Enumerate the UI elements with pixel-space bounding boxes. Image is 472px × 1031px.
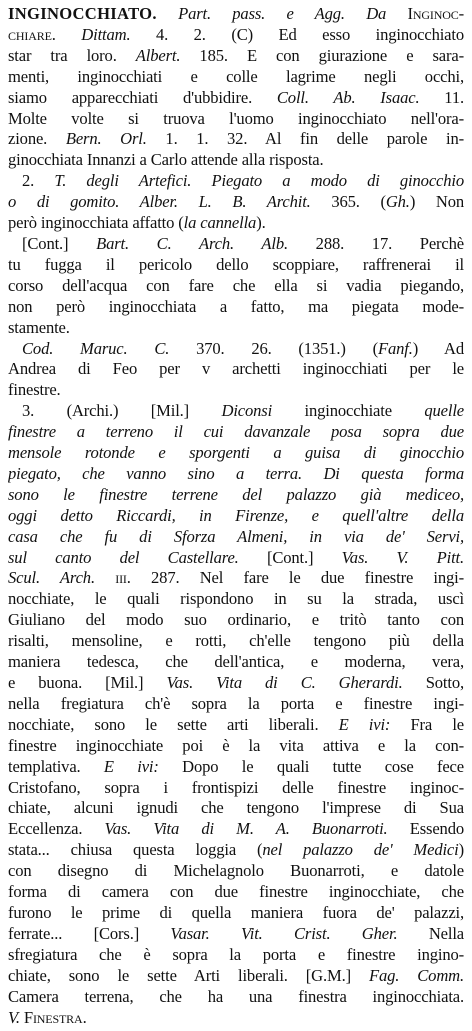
text-run: ) [458, 840, 464, 860]
italic-run: T. degli Artefici. Piegato a modo di ginocchio [54, 171, 464, 191]
text-line [8, 568, 464, 589]
text-line [8, 694, 464, 715]
text-run: Sotto, [402, 673, 464, 692]
text-run: Molte volte si truova l'uomo inginocchiato nell'ora- [8, 108, 464, 128]
text-line [8, 46, 464, 67]
text-line [8, 506, 464, 527]
text-line [8, 109, 464, 130]
italic-run: E ivi: [103, 756, 159, 776]
italic-run: quelle [424, 401, 464, 421]
text-run: Dopo le quali tutte cose fece [158, 756, 464, 776]
italic-run: E ivi: [338, 714, 391, 734]
text-line [8, 171, 464, 192]
text-run: 185. E con giurazione e sara- [180, 45, 464, 65]
text-run: 11. [419, 87, 464, 107]
text-run: ) Non [409, 192, 464, 212]
text-line [8, 589, 464, 610]
text-line [8, 757, 464, 778]
italic-run: Diconsi [221, 401, 273, 421]
text-run: Cristofano, sopra i frontispizi delle finestre inginoc- [8, 777, 464, 797]
text-run: 3. (Archi.) [Mil.] [22, 401, 222, 421]
italic-run: nel palazzo de' Medici [262, 840, 459, 860]
text-line [8, 736, 464, 757]
headword: INGINOCCHIATO. [8, 4, 157, 23]
text-run [157, 4, 178, 23]
text-run [95, 568, 115, 587]
italic-run: la cannella [183, 213, 257, 233]
text-line [8, 234, 464, 255]
small-caps-run: Inginoc- [407, 4, 464, 23]
text-line [8, 903, 464, 924]
text-line [8, 673, 464, 694]
italic-run: o di gomito. Alber. L. B. Archit. [8, 192, 311, 212]
text-run: Eccellenza. [8, 819, 105, 839]
text-line [8, 548, 464, 569]
text-run: Giuliano del modo suo ordinario, e tritò tanto con [8, 610, 464, 630]
text-run: 1. 1. 32. Al fin delle parole in- [146, 129, 464, 149]
text-run [386, 4, 407, 23]
italic-run: casa che fu di Sforza Almeni, in via de' Servi, [8, 526, 464, 546]
text-line [8, 966, 464, 987]
text-line [8, 339, 464, 360]
text-run: con disegno di Michelagnolo Buonarroti, e datole [8, 861, 464, 881]
text-run: e buona. [Mil.] [8, 673, 167, 692]
italic-run: sul canto del Castellare. [8, 547, 239, 567]
italic-run: mensole rotonde e sporgenti a guisa di ginocchio [8, 443, 464, 463]
small-caps-run: Finestra [23, 1007, 83, 1027]
small-caps-run: iii [115, 568, 127, 588]
italic-run: V. [8, 1007, 20, 1027]
text-run: tu fugga il pericolo dello scoppiare, raffrenerai il [8, 254, 464, 274]
text-line [8, 443, 464, 464]
text-line [8, 840, 464, 861]
text-run: Essendo [387, 819, 464, 839]
text-run: finestre. [8, 380, 61, 400]
text-line [8, 297, 464, 318]
text-line [8, 25, 464, 46]
text-line [8, 192, 464, 213]
text-line [8, 150, 464, 171]
text-line [8, 422, 464, 443]
text-run: inginocchiate [272, 401, 425, 421]
text-run: finestre inginocchiate poi è la vita attiva e la con- [8, 735, 464, 755]
text-run: ferrate... [Cors.] [8, 923, 171, 943]
text-line [8, 464, 464, 485]
text-line [8, 88, 464, 109]
text-line [8, 715, 464, 736]
text-line [8, 485, 464, 506]
text-line [8, 819, 464, 840]
italic-run: Vasar. Vit. Crist. Gher. [170, 923, 398, 943]
text-run: furono le prime di quella maniera fuora de' palazzi, [8, 902, 464, 922]
italic-run: Bart. C. Arch. Alb. [96, 233, 288, 253]
text-run: Nella [397, 923, 464, 943]
text-line [8, 987, 464, 1008]
text-line [8, 652, 464, 673]
text-run: 365. ( [310, 192, 386, 212]
text-run: 2. [22, 171, 55, 191]
text-run: [Cont.] [238, 547, 342, 567]
italic-run: Fag. Comm. [368, 965, 464, 985]
text-run: . [82, 1007, 87, 1027]
text-run: stata... chiusa questa loggia ( [8, 840, 263, 860]
small-caps-run: chiare [8, 24, 52, 44]
text-run: [Cont.] [22, 233, 97, 253]
text-run: però inginocchiata affatto ( [8, 213, 184, 233]
italic-run: Scul. Arch. [8, 568, 95, 588]
text-run: corso dell'acqua con fare che ella si vadia piegando, [8, 275, 464, 295]
text-run: 4. 2. (C) Ed esso inginocchiato [130, 24, 464, 44]
text-run: . 287. Nel fare le due finestre ingi- [126, 568, 464, 588]
text-run: nocchiate, le quali rispondono in su la strada, uscì [8, 589, 464, 609]
text-line [8, 4, 464, 25]
text-run: . [51, 24, 82, 44]
text-line [8, 861, 464, 882]
text-run: zione. [8, 129, 66, 149]
text-run: ginocchiata Innanzi a Carlo attende alla risposta. [8, 150, 324, 170]
text-line [8, 610, 464, 631]
text-line [8, 778, 464, 799]
text-line [8, 255, 464, 276]
text-run: non però inginocchiata a fatto, ma piegata mode- [8, 296, 464, 316]
italic-run: Albert. [135, 45, 181, 65]
text-run: nocchiate, sono le sette arti liberali. [8, 714, 339, 734]
text-run: nella fregiatura ch'è sopra la porta e finestre ingi- [8, 693, 464, 713]
italic-run: finestre a terreno il cui davanzale posa sopra due [8, 422, 464, 442]
text-run: siamo apparecchiati d'ubbidire. [8, 87, 277, 107]
italic-run: sono le finestre terrene del palazzo già mediceo, [8, 484, 464, 504]
text-run: templativa. [8, 756, 104, 776]
italic-run: Cod. Maruc. C. [22, 338, 170, 358]
italic-run: Vas. Vita di C. Gherardi. [166, 673, 403, 692]
text-run: chiate, sono le sette Arti liberali. [G.M.] [8, 965, 369, 985]
text-run: Andrea di Feo per v archetti inginocchiati per le [8, 359, 464, 379]
italic-run: oggi detto Riccardi, in Firenze, e quell'altre della [8, 505, 464, 525]
text-line [8, 276, 464, 297]
text-line [8, 359, 464, 380]
text-line [8, 67, 464, 88]
italic-run: Bern. Orl. [65, 129, 147, 149]
text-run: Camera terrena, che ha una finestra inginocchiata. [8, 986, 464, 1006]
italic-run: Coll. Ab. Isaac. [276, 87, 420, 107]
text-line [8, 945, 464, 966]
text-line [8, 798, 464, 819]
text-run: stamente. [8, 317, 70, 337]
text-run: risalti, mensoline, e rotti, ch'elle tengono più della [8, 631, 464, 651]
text-line [8, 401, 464, 422]
text-line [8, 380, 464, 401]
text-line [8, 213, 464, 234]
text-line [8, 631, 464, 652]
text-run: ). [256, 213, 266, 233]
text-run: maniera tedesca, che dell'antica, e moderna, vera, [8, 652, 464, 672]
text-line [8, 527, 464, 548]
text-run: ) Ad [412, 338, 464, 358]
italic-run: Dittam. [81, 24, 131, 44]
text-run: chiate, alcuni ignudi che tengono l'imprese di Sua [8, 798, 464, 818]
text-line [8, 924, 464, 945]
italic-run: Vas. Vita di M. A. Buonarroti. [104, 819, 388, 839]
text-run: sfregiatura che è sopra la porta e finestre ingino- [8, 944, 464, 964]
text-run: 370. 26. (1351.) ( [169, 338, 378, 358]
text-run: star tra loro. [8, 45, 136, 65]
text-run: 288. 17. Perchè [288, 233, 464, 253]
italic-run: Part. pass. e Agg. Da [178, 4, 387, 23]
italic-run: Gh. [385, 192, 410, 212]
text-run: menti, inginocchiati e colle lagrime negli occhi, [8, 66, 464, 86]
italic-run: piegato, che vanno sino a terra. Di questa forma [8, 463, 464, 483]
italic-run: Fanf. [377, 338, 413, 358]
italic-run: Vas. V. Pitt. [341, 547, 464, 567]
text-line [8, 129, 464, 150]
text-run: forma di camera con due finestre inginocchiate, che [8, 882, 464, 902]
text-run: Fra le [390, 714, 464, 734]
text-line [8, 1008, 464, 1029]
text-line [8, 318, 464, 339]
text-line [8, 882, 464, 903]
